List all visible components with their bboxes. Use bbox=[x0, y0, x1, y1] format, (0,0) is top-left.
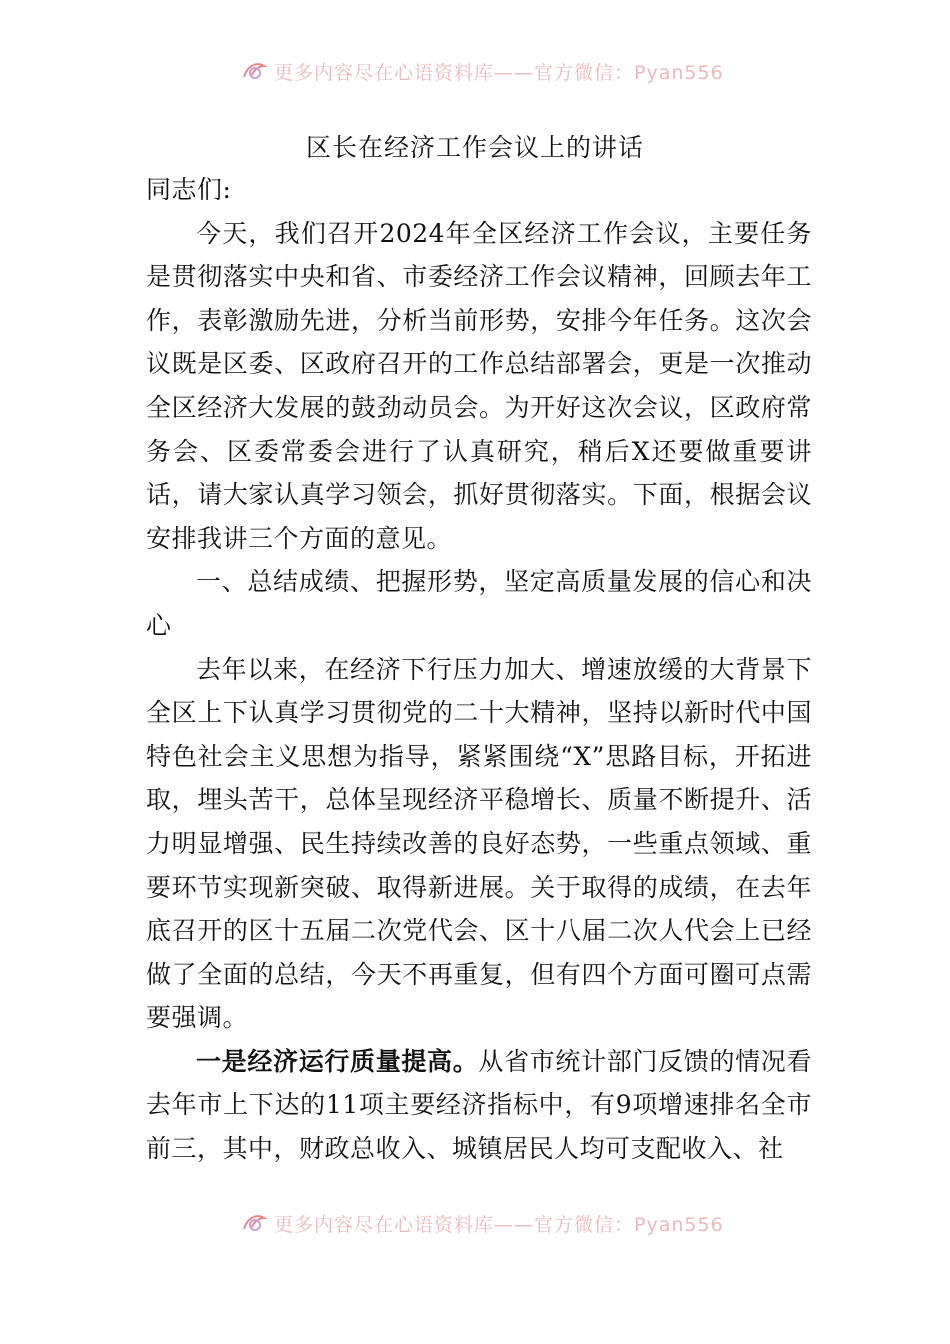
document-title: 区长在经济工作会议上的讲话 bbox=[305, 133, 644, 162]
paragraph-point-1 bbox=[146, 1040, 812, 1171]
salutation: 同志们: bbox=[146, 175, 232, 204]
paragraph-intro: 今天，我们召开2024年全区经济工作会议，主要任务是贯彻落实中央和省、市委经济工作会议精神，回顾去年工作，表彰激励先进，分析当前形势，安排今年任务。这次会议既是区委、区政府召开的工作总结部署会，更是一次推动全区经济大发展的鼓劲动员会。为开好这次会议，区政府常务会、区委常委会进行了认真研究，稍后X还要做重要讲话，请大家认真学习领会，抓好贯彻落实。下面，根据会议安排我讲三个方面的意见。 bbox=[146, 218, 812, 553]
point-1-lead: 一是经济运行质量提高。 bbox=[196, 1046, 479, 1076]
point-1-text: 从省市统计部门反馈的情况看去年市上下达的11项主要经济指标中，有9项增速排名全市前三，其中，财政总收入、城镇居民人均可支配收入、社 bbox=[146, 1046, 812, 1164]
section-heading-1: 一、总结成绩、把握形势，坚定高质量发展的信心和决心 bbox=[146, 567, 812, 640]
watermark-header bbox=[240, 58, 760, 84]
watermark-logo-icon bbox=[240, 60, 268, 82]
watermark-text: 更多内容尽在心语资料库——官方微信：Pyan556 bbox=[274, 61, 724, 84]
watermark-footer bbox=[240, 1210, 760, 1236]
paragraph-achievements: 去年以来，在经济下行压力加大、增速放缓的大背景下全区上下认真学习贯彻党的二十大精神，坚持以新时代中国特色社会主义思想为指导，紧紧围绕“X”思路目标，开拓进取，埋头苦干，总体呈现经济平稳增长、质量不断提升、活力明显增强、民生持续改善的良好态势，一些重点领域、重要环节实现新突破、取得新进展。关于取得的成绩，在去年底召开的区十五届二次党代会、区十八届二次人代会上已经做了全面的总结，今天不再重复，但有四个方面可圈可点需要强调。 bbox=[146, 654, 812, 1033]
watermark-logo-icon bbox=[240, 1212, 268, 1234]
watermark-text: 更多内容尽在心语资料库——官方微信：Pyan556 bbox=[274, 1213, 724, 1236]
document-body bbox=[146, 168, 812, 1171]
